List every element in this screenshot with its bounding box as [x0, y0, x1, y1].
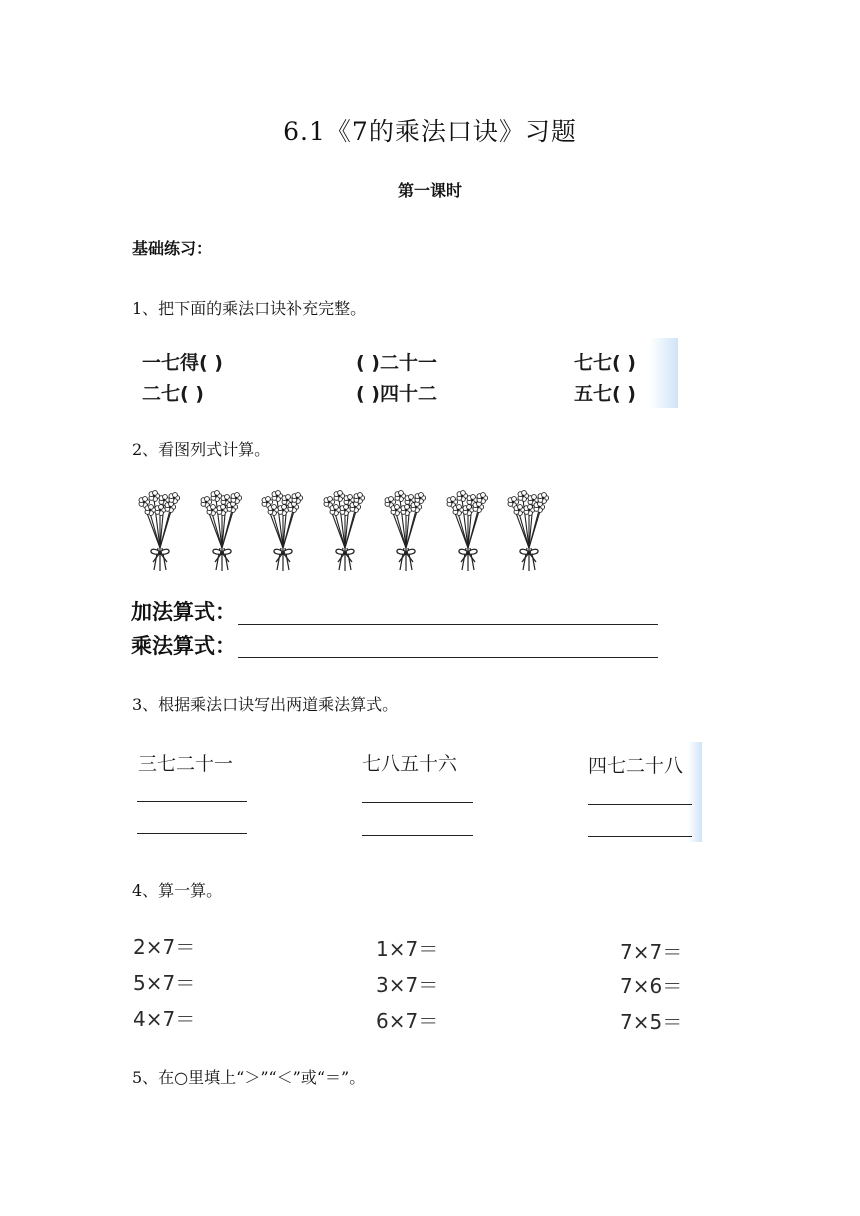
- q3-rhyme: 七八五十六: [362, 753, 458, 775]
- q3-answer-line: [362, 835, 473, 836]
- q3-answer-line: [137, 801, 247, 802]
- q1-item: 七七( ): [574, 352, 636, 374]
- q4-expression: 5×7＝: [133, 971, 196, 995]
- q4-expression: 6×7＝: [376, 1009, 439, 1033]
- scan-edge-shading: [688, 742, 702, 842]
- q4-expression: 7×6＝: [620, 974, 683, 998]
- flower-bouquet-icon: [442, 490, 494, 574]
- q1-item: 一七得( ): [142, 352, 223, 374]
- q5-prompt: 5、在○里填上“＞”“＜”或“＝”。: [132, 1068, 366, 1087]
- addition-answer-line: [238, 624, 658, 625]
- multiplication-label: 乘法算式：: [131, 634, 236, 658]
- flower-bouquet-icon: [503, 490, 555, 574]
- q3-answer-line: [588, 804, 692, 805]
- flower-bouquet-icon: [196, 490, 248, 574]
- page-subtitle: 第一课时: [397, 181, 462, 200]
- q3-prompt: 3、根据乘法口诀写出两道乘法算式。: [132, 695, 399, 714]
- q3-answer-line: [362, 802, 473, 803]
- q1-item: ( )二十一: [356, 352, 437, 374]
- q4-prompt: 4、算一算。: [132, 881, 223, 900]
- q1-item: ( )四十二: [356, 383, 437, 405]
- q3-answer-line: [588, 836, 692, 837]
- scan-edge-shading: [650, 338, 678, 408]
- q3-answer-line: [137, 833, 247, 834]
- flower-bouquet-icon: [380, 490, 432, 574]
- flower-bouquet-icon: [319, 490, 371, 574]
- q4-expression: 7×7＝: [620, 940, 683, 964]
- q1-item: 二七( ): [142, 383, 204, 405]
- multiplication-answer-line: [238, 657, 658, 658]
- q4-expression: 3×7＝: [376, 973, 439, 997]
- page-title: 6.1《7的乘法口诀》习题: [283, 117, 577, 146]
- flower-bouquet-icon: [257, 490, 309, 574]
- addition-label: 加法算式：: [131, 600, 236, 624]
- q1-prompt: 1、把下面的乘法口诀补充完整。: [132, 299, 367, 318]
- q3-rhyme: 三七二十一: [138, 753, 234, 775]
- q4-expression: 1×7＝: [376, 937, 439, 961]
- flower-bouquet-icon: [134, 490, 186, 574]
- q2-prompt: 2、看图列式计算。: [132, 440, 271, 459]
- basic-practice-heading: 基础练习：: [132, 239, 213, 258]
- q4-expression: 2×7＝: [133, 935, 196, 959]
- q3-rhyme: 四七二十八: [588, 755, 684, 777]
- q4-expression: 4×7＝: [133, 1007, 196, 1031]
- q4-expression: 7×5＝: [620, 1010, 683, 1034]
- q1-item: 五七( ): [574, 383, 636, 405]
